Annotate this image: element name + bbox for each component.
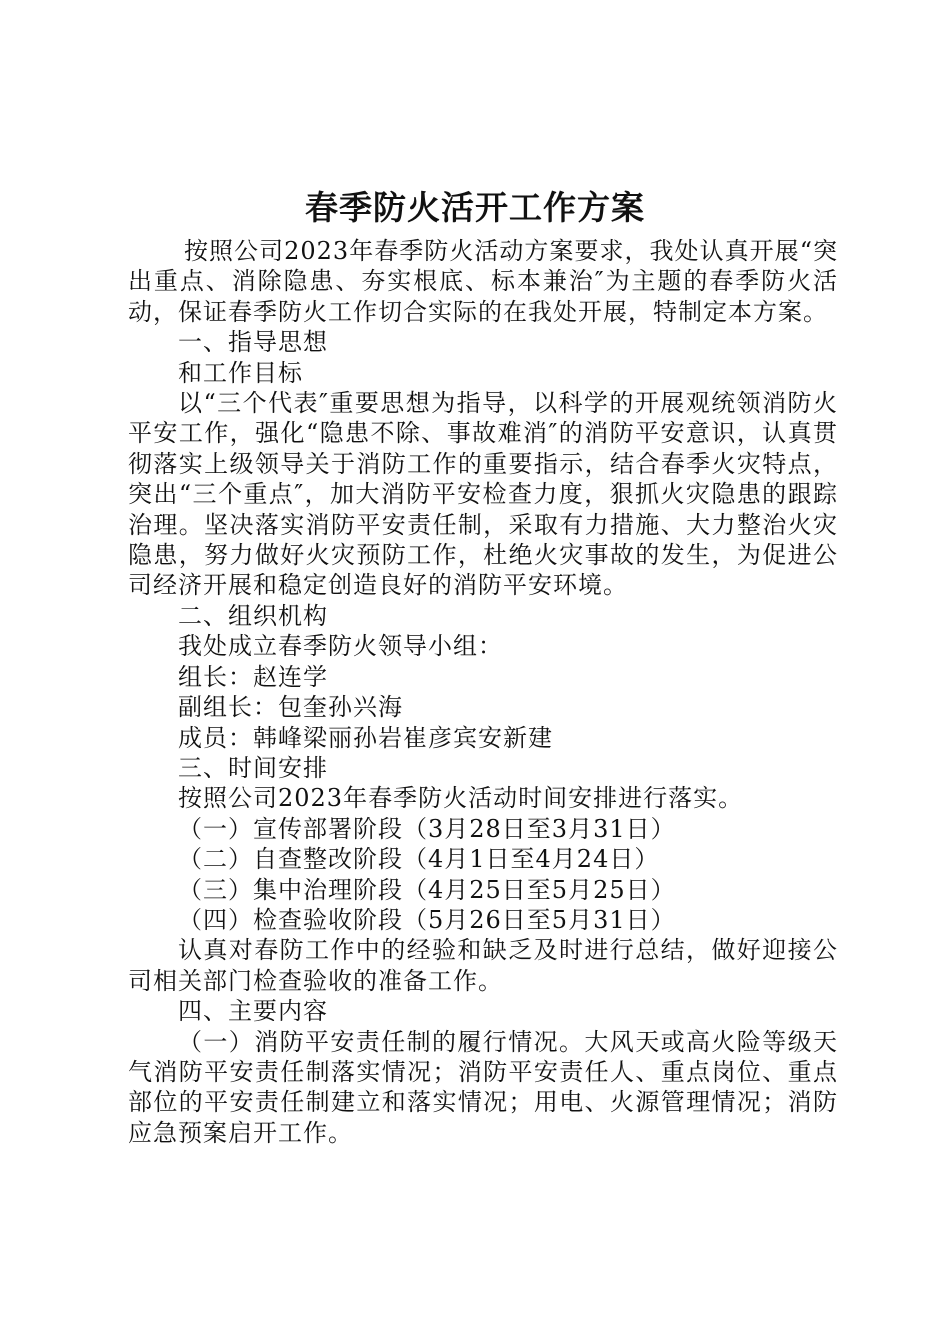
schedule-phase-2: （二）自查整改阶段（4月1日至4月24日） xyxy=(178,845,660,874)
main-content-paragraph-1: （一）消防平安责任制的履行情况。大风天或高火险等级天气消防平安责任制落实情况；消防平安责任人、重点岗位、重点部位的平安责任制建立和落实情况；用电、火源管理情况；消防应急预案启开工作。 xyxy=(128,1027,838,1147)
guiding-paragraph: 以“三个代表″重要思想为指导，以科学的开展观统领消防火平安工作，强化“隐患不除、事故难消″的消防平安意识，认真贯彻落实上级领导关于消防工作的重要指示，结合春季火灾特点，突出“三个重点″，加大消防平安检查力度，狠抓火灾隐患的跟踪治理。坚决落实消防平安责任制，采取有力措施、大力整治火灾隐患，努力做好火灾预防工作，杜绝火灾事故的发生，为促进公司经济开展和稳定创造良好的消防平安环境。 xyxy=(128,389,838,600)
document-title: 春季防火活开工作方案 xyxy=(305,188,645,227)
section-heading-organization: 二、组织机构 xyxy=(178,601,328,630)
schedule-phase-1: （一）宣传部署阶段（3月28日至3月31日） xyxy=(178,814,676,843)
schedule-intro: 按照公司2023年春季防火活动时间安排进行落实。 xyxy=(178,784,744,813)
summary-paragraph: 认真对春防工作中的经验和缺乏及时进行总结，做好迎接公司相关部门检查验收的准备工作。 xyxy=(128,936,838,995)
members-line: 成员：韩峰梁丽孙岩崔彦宾安新建 xyxy=(178,723,553,752)
deputy-leader-line: 副组长：包奎孙兴海 xyxy=(178,693,403,722)
document-body xyxy=(128,236,838,1148)
schedule-phase-3: （三）集中治理阶段（4月25日至5月25日） xyxy=(178,875,676,904)
section-heading-goals: 和工作目标 xyxy=(178,358,303,387)
organization-intro: 我处成立春季防火领导小组： xyxy=(178,632,503,661)
leader-line: 组长：赵连学 xyxy=(178,662,328,691)
schedule-phase-4: （四）检查验收阶段（5月26日至5月31日） xyxy=(178,905,676,934)
section-heading-main-content: 四、主要内容 xyxy=(178,997,328,1026)
intro-paragraph: 按照公司2023年春季防火活动方案要求，我处认真开展“突出重点、消除隐患、夯实根底、标本兼治″为主题的春季防火活动，保证春季防火工作切合实际的在我处开展，特制定本方案。 xyxy=(128,237,838,326)
section-heading-guiding-thought: 一、指导思想 xyxy=(178,328,328,357)
section-heading-schedule: 三、时间安排 xyxy=(178,753,328,782)
